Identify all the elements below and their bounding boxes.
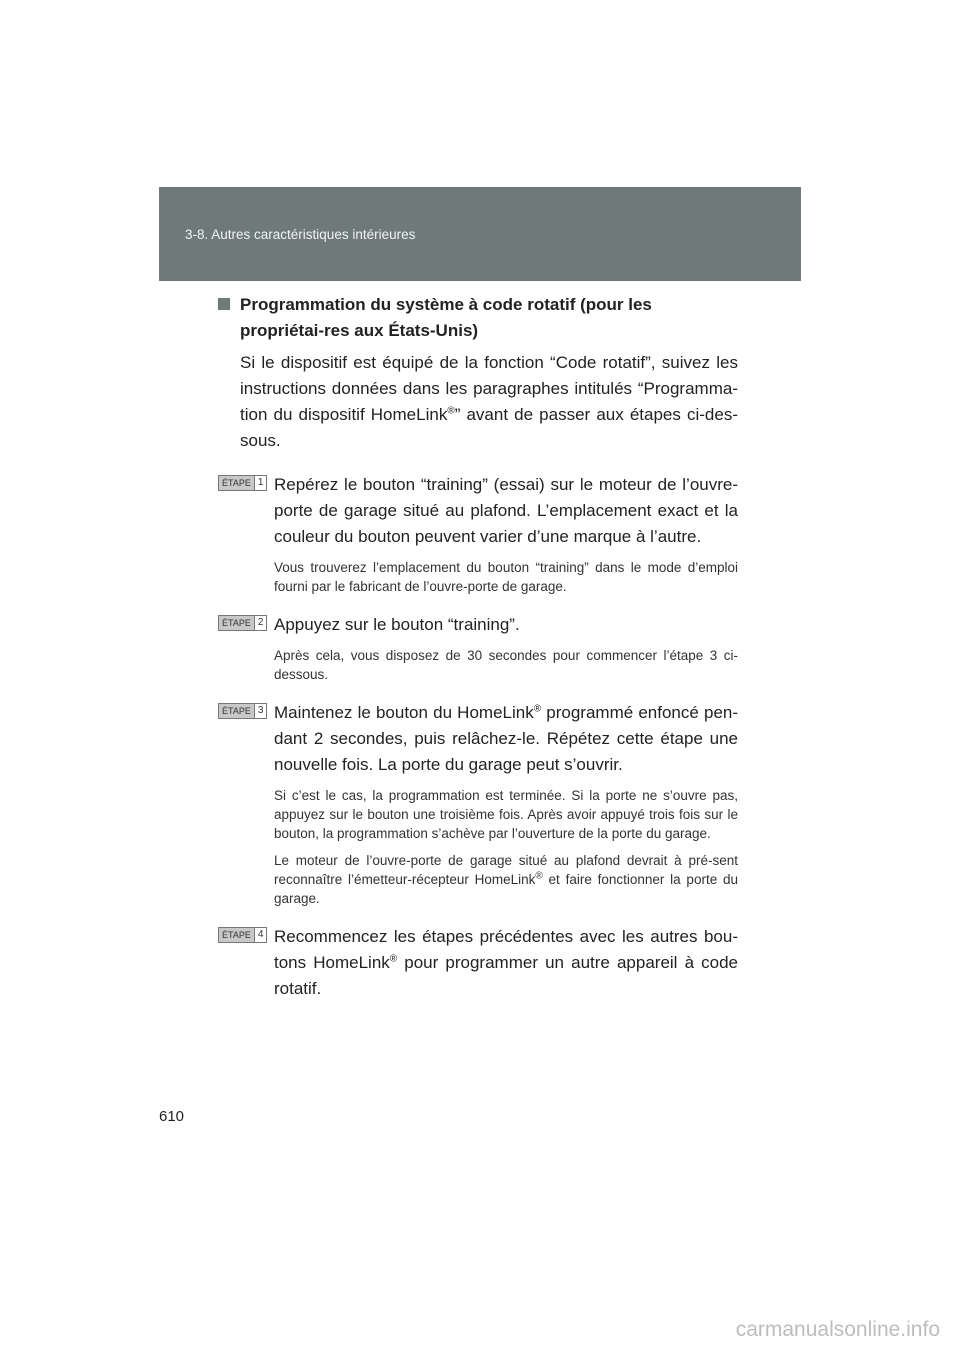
page-number: 610 [159, 1108, 185, 1125]
note-text-part1: Le moteur de l’ouvre-porte de garage situé au plafond devrait à pré-sent reconnaître l’émetteur-récepteur HomeLink [274, 853, 738, 887]
section-title-header: 3-8. Autres caractéristiques intérieures [185, 227, 416, 242]
step-text-part2: pour programmer un autre appareil à code rotatif. [274, 953, 738, 998]
step-2 [218, 612, 738, 684]
page-content [218, 292, 738, 1002]
step-number: 2 [254, 616, 267, 630]
registered-mark: ® [389, 953, 398, 965]
step-badge-4 [218, 927, 267, 943]
step-text-part1: Recommencez les étapes précédentes avec les autres bou-tons HomeLink [274, 927, 738, 972]
step-note-2 [274, 851, 738, 908]
step-badge-3 [218, 703, 267, 719]
registered-mark: ® [535, 870, 543, 882]
step-instruction: Repérez le bouton “training” (essai) sur le moteur de l’ouvre-porte de garage situé au plafond. L’emplacement exact et la couleur du bouton peuvent varier d’une marque à l’autre. [274, 475, 738, 546]
step-number: 1 [254, 476, 267, 490]
section-heading [218, 292, 738, 344]
step-instruction [274, 924, 738, 1002]
step-number: 3 [254, 704, 267, 718]
step-label: ÉTAPE [219, 704, 254, 718]
note-text-part2: et faire fonctionner la porte du garage. [274, 872, 738, 906]
step-note: Après cela, vous disposez de 30 secondes pour commencer l’étape 3 ci-dessous. [274, 648, 738, 682]
step-note: Vous trouverez l’emplacement du bouton “training” dans le mode d’emploi fourni par le fabricant de l’ouvre-porte de garage. [274, 560, 738, 594]
section-header [159, 187, 801, 281]
step-3 [218, 700, 738, 908]
step-1 [218, 472, 738, 596]
registered-mark: ® [447, 405, 455, 417]
square-bullet-icon [218, 298, 230, 310]
step-4 [218, 924, 738, 1002]
step-badge-1 [218, 475, 267, 491]
step-label: ÉTAPE [219, 928, 254, 942]
intro-text-part2: ” avant de passer aux étapes ci-des-sous. [240, 405, 738, 450]
step-instruction [274, 700, 738, 778]
intro-text-part1: Si le dispositif est équipé de la fonction “Code rotatif”, suivez les instructions données dans les paragraphes intitulés “Programma-tion du dispositif HomeLink [240, 353, 738, 424]
step-note: Si c’est le cas, la programmation est terminée. Si la porte ne s’ouvre pas, appuyez sur le bouton une troisième fois. Après avoir appuyé trois fois sur le bouton, la programmation s’achève par l’ouverture de la porte du garage. [274, 788, 738, 841]
section-heading-text: Programmation du système à code rotatif (pour les propriétai-res aux États-Unis) [240, 295, 652, 340]
intro-paragraph [218, 350, 738, 454]
watermark: carmanualsonline.info [735, 1318, 940, 1341]
step-label: ÉTAPE [219, 476, 254, 490]
step-label: ÉTAPE [219, 616, 254, 630]
step-text-part2: programmé enfoncé pen-dant 2 secondes, puis relâchez-le. Répétez cette étape une nouvelle fois. La porte du garage peut s’ouvrir. [274, 703, 739, 774]
step-instruction: Appuyez sur le bouton “training”. [274, 615, 520, 634]
step-text-part1: Maintenez le bouton du HomeLink [274, 703, 534, 722]
step-badge-2 [218, 615, 267, 631]
step-number: 4 [254, 928, 267, 942]
registered-mark: ® [533, 703, 542, 715]
